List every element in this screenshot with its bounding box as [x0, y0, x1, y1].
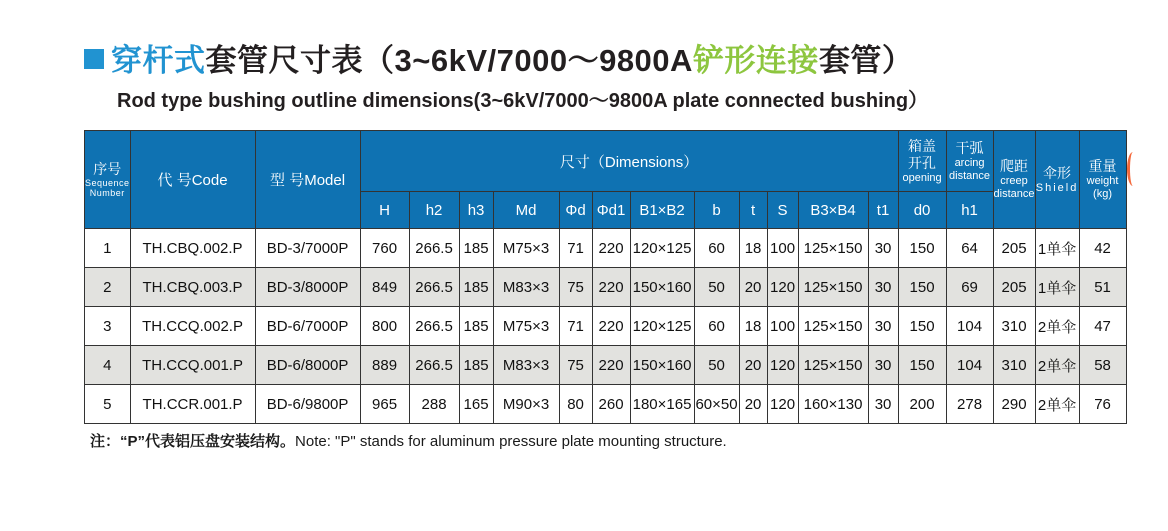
- table-cell: 266.5: [409, 346, 459, 385]
- col-header-arcing: [946, 131, 993, 192]
- footnote-chinese: 注：“P”代表铝压盘安装结构。: [90, 433, 296, 450]
- table-cell: 965: [360, 385, 409, 424]
- table-cell: 1单伞: [1035, 229, 1079, 268]
- col-header-h1: h1: [946, 192, 993, 229]
- col-header-opening-zh2: 开孔: [908, 154, 937, 171]
- table-cell: 200: [898, 385, 946, 424]
- table-cell: 185: [459, 229, 493, 268]
- col-header-h3: h3: [459, 192, 493, 229]
- col-header-sequence: [85, 131, 131, 229]
- col-header-creep: [993, 131, 1035, 229]
- table-body: [85, 229, 1127, 424]
- col-header-creep-en1: creep: [1000, 175, 1028, 187]
- footnote: [90, 430, 727, 451]
- table-cell: TH.CCQ.002.P: [130, 307, 255, 346]
- table-cell: 4: [85, 346, 131, 385]
- table-cell: 20: [739, 346, 767, 385]
- table-cell: 150: [898, 229, 946, 268]
- table-cell: BD-3/8000P: [255, 268, 360, 307]
- table-cell: 50: [694, 268, 739, 307]
- table-cell: 20: [739, 385, 767, 424]
- table-cell: 125×150: [798, 307, 868, 346]
- title-square-bullet-icon: [84, 49, 104, 69]
- table-cell: 30: [868, 307, 898, 346]
- table-cell: 30: [868, 385, 898, 424]
- table-cell: 2单伞: [1035, 385, 1079, 424]
- table-row: [85, 385, 1127, 424]
- table-cell: BD-3/7000P: [255, 229, 360, 268]
- table-cell: 205: [993, 229, 1035, 268]
- col-header-opening: [898, 131, 946, 192]
- table-cell: 18: [739, 229, 767, 268]
- table-cell: 58: [1079, 346, 1126, 385]
- col-header-t1: t1: [868, 192, 898, 229]
- table-cell: 125×150: [798, 229, 868, 268]
- table-cell: BD-6/7000P: [255, 307, 360, 346]
- table-cell: 2: [85, 268, 131, 307]
- table-cell: 71: [559, 229, 592, 268]
- table-row: [85, 229, 1127, 268]
- table-cell: 76: [1079, 385, 1126, 424]
- table-cell: 310: [993, 346, 1035, 385]
- col-header-weight-en: weight: [1086, 175, 1119, 187]
- table-cell: 800: [360, 307, 409, 346]
- table-cell: 30: [868, 346, 898, 385]
- title-segment-black-1: 套管尺寸表（3~6kV/7000～9800A: [205, 43, 693, 78]
- table-cell: 150×160: [630, 346, 694, 385]
- col-header-d0: d0: [898, 192, 946, 229]
- table-cell: 220: [592, 307, 630, 346]
- table-cell: M83×3: [493, 268, 559, 307]
- col-header-shield-zh: 伞形: [1043, 164, 1072, 181]
- table-cell: 120: [767, 385, 798, 424]
- table-cell: 104: [946, 307, 993, 346]
- table-cell: 150: [898, 307, 946, 346]
- table-cell: 125×150: [798, 268, 868, 307]
- table-cell: 2单伞: [1035, 346, 1079, 385]
- orange-mark-artifact: [1127, 152, 1137, 186]
- table-cell: BD-6/8000P: [255, 346, 360, 385]
- table-cell: 120: [767, 268, 798, 307]
- table-cell: TH.CCQ.001.P: [130, 346, 255, 385]
- table-cell: 69: [946, 268, 993, 307]
- table-cell: 80: [559, 385, 592, 424]
- dimensions-table: [84, 130, 1127, 424]
- col-header-opening-en: opening: [902, 171, 942, 184]
- table-cell: 30: [868, 268, 898, 307]
- col-header-model: 型 号Model: [255, 131, 360, 229]
- table-cell: 185: [459, 307, 493, 346]
- table-cell: M90×3: [493, 385, 559, 424]
- col-header-arcing-zh: 干弧: [955, 139, 984, 156]
- table-cell: 47: [1079, 307, 1126, 346]
- table-cell: 260: [592, 385, 630, 424]
- table-cell: 849: [360, 268, 409, 307]
- table-cell: 120: [767, 346, 798, 385]
- col-header-weight-unit: (kg): [1093, 188, 1112, 200]
- col-header-opening-zh1: 箱盖: [908, 137, 937, 154]
- table-cell: 30: [868, 229, 898, 268]
- title-segment-blue: 穿杆式: [111, 43, 206, 78]
- table-cell: 60: [694, 229, 739, 268]
- col-header-dimensions-group: 尺寸（Dimensions）: [360, 131, 898, 192]
- col-header-arcing-en1: arcing: [954, 156, 985, 169]
- table-cell: 42: [1079, 229, 1126, 268]
- col-header-B1xB2: B1×B2: [630, 192, 694, 229]
- table-cell: 1单伞: [1035, 268, 1079, 307]
- table-cell: 120×125: [630, 229, 694, 268]
- col-header-H: H: [360, 192, 409, 229]
- table-cell: 185: [459, 346, 493, 385]
- table-cell: 60×50: [694, 385, 739, 424]
- table-cell: 75: [559, 268, 592, 307]
- col-header-arcing-en2: distance: [949, 169, 991, 182]
- table-cell: 2单伞: [1035, 307, 1079, 346]
- table-cell: 220: [592, 229, 630, 268]
- col-header-shield-en: Shield: [1035, 181, 1079, 194]
- table-cell: 3: [85, 307, 131, 346]
- page-title: [84, 44, 913, 78]
- table-cell: TH.CCR.001.P: [130, 385, 255, 424]
- table-cell: 71: [559, 307, 592, 346]
- col-header-phi-d: Φd: [559, 192, 592, 229]
- table-cell: 220: [592, 268, 630, 307]
- table-cell: M75×3: [493, 307, 559, 346]
- table-cell: TH.CBQ.003.P: [130, 268, 255, 307]
- table-cell: 150: [898, 268, 946, 307]
- table-cell: 64: [946, 229, 993, 268]
- table-cell: 100: [767, 229, 798, 268]
- table-cell: 104: [946, 346, 993, 385]
- table-cell: TH.CBQ.002.P: [130, 229, 255, 268]
- table-cell: 266.5: [409, 307, 459, 346]
- table-cell: 50: [694, 346, 739, 385]
- table-row: [85, 307, 1127, 346]
- table-cell: 60: [694, 307, 739, 346]
- table-cell: 220: [592, 346, 630, 385]
- col-header-B3xB4: B3×B4: [798, 192, 868, 229]
- col-header-code: 代 号Code: [130, 131, 255, 229]
- col-header-weight: [1079, 131, 1126, 229]
- table-cell: 18: [739, 307, 767, 346]
- col-header-sequence-en1: Sequence: [85, 178, 130, 188]
- table-row: [85, 346, 1127, 385]
- table-row: [85, 268, 1127, 307]
- table-cell: 150×160: [630, 268, 694, 307]
- title-segment-black-2: 套管）: [818, 43, 914, 78]
- table-cell: 150: [898, 346, 946, 385]
- table-cell: 266.5: [409, 268, 459, 307]
- col-header-b: b: [694, 192, 739, 229]
- col-header-S: S: [767, 192, 798, 229]
- table-cell: BD-6/9800P: [255, 385, 360, 424]
- col-header-creep-zh: 爬距: [1000, 158, 1029, 174]
- col-header-h2: h2: [409, 192, 459, 229]
- table-cell: 20: [739, 268, 767, 307]
- table-cell: 889: [360, 346, 409, 385]
- table-cell: 75: [559, 346, 592, 385]
- col-header-Md: Md: [493, 192, 559, 229]
- table-cell: 205: [993, 268, 1035, 307]
- table-cell: 51: [1079, 268, 1126, 307]
- title-segment-green: 铲形连接: [692, 43, 819, 78]
- page-subtitle-english: Rod type bushing outline dimensions(3~6kV/7000～9800A plate connected bushing）: [117, 90, 929, 112]
- table-cell: 1: [85, 229, 131, 268]
- table-cell: 120×125: [630, 307, 694, 346]
- table-cell: 760: [360, 229, 409, 268]
- table-cell: 278: [946, 385, 993, 424]
- table-cell: 100: [767, 307, 798, 346]
- col-header-shield: [1035, 131, 1079, 229]
- col-header-phi-d1: Φd1: [592, 192, 630, 229]
- table-cell: 288: [409, 385, 459, 424]
- col-header-t: t: [739, 192, 767, 229]
- table-cell: 290: [993, 385, 1035, 424]
- table-cell: 310: [993, 307, 1035, 346]
- footnote-english: Note: "P" stands for aluminum pressure plate mounting structure.: [295, 433, 727, 450]
- table-cell: 180×165: [630, 385, 694, 424]
- col-header-creep-en2: distance: [993, 188, 1035, 200]
- table-header-row-1: [85, 131, 1127, 192]
- table-cell: 185: [459, 268, 493, 307]
- col-header-sequence-zh: 序号: [93, 161, 122, 177]
- col-header-weight-zh: 重量: [1088, 158, 1117, 174]
- col-header-sequence-en2: Number: [89, 188, 125, 198]
- table-cell: 266.5: [409, 229, 459, 268]
- table-cell: 165: [459, 385, 493, 424]
- table-cell: 125×150: [798, 346, 868, 385]
- table-cell: 160×130: [798, 385, 868, 424]
- table-cell: M83×3: [493, 346, 559, 385]
- table-cell: M75×3: [493, 229, 559, 268]
- table-cell: 5: [85, 385, 131, 424]
